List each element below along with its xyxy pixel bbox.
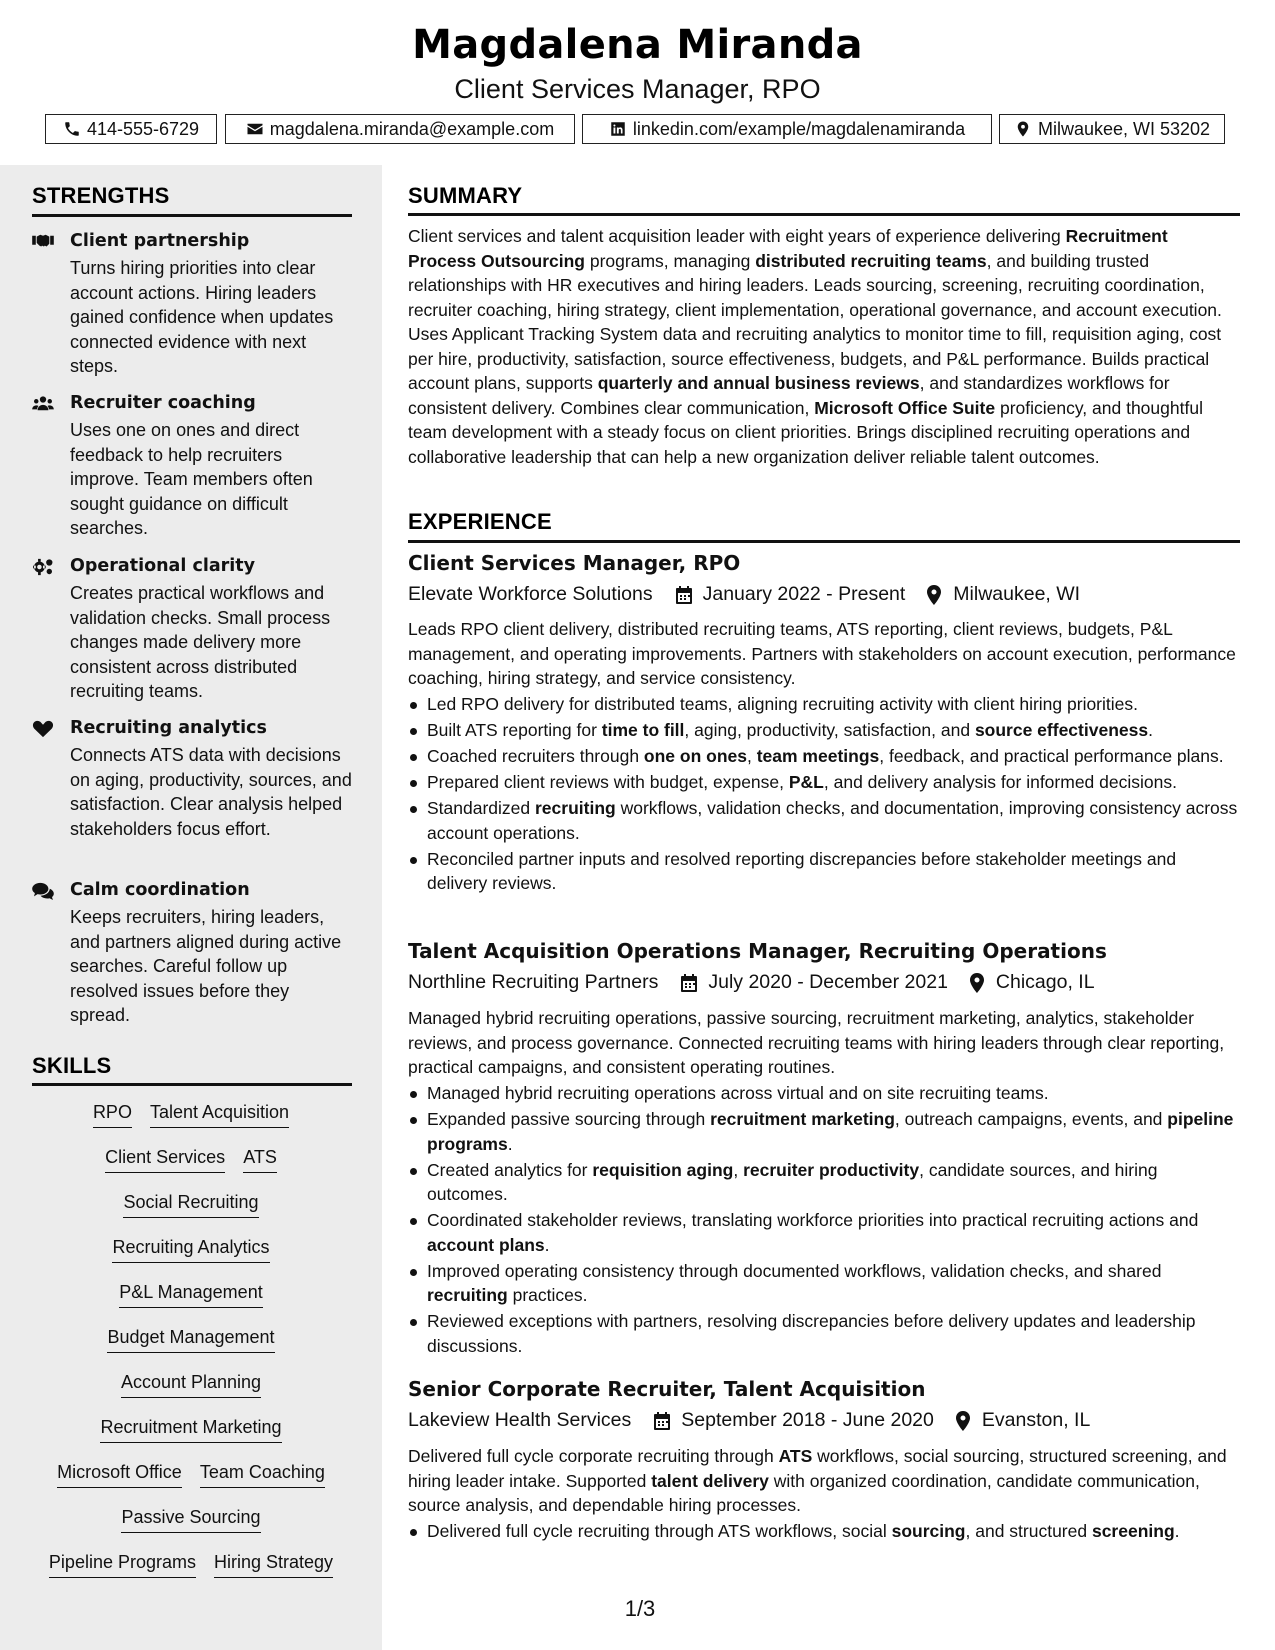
skill-tag: Hiring Strategy xyxy=(214,1552,333,1578)
strength-title: Operational clarity xyxy=(70,556,256,576)
job-title: Talent Acquisition Operations Manager, Recruiting Operations xyxy=(408,939,1107,963)
page-number: 1/3 xyxy=(624,1596,656,1621)
skill-tag: Team Coaching xyxy=(200,1462,325,1488)
linkedin-icon xyxy=(609,120,627,138)
skill-tag: Pipeline Programs xyxy=(49,1552,196,1578)
contact-location xyxy=(999,114,1225,144)
email-text: magdalena.miranda@example.com xyxy=(269,118,555,139)
skill-tag: Social Recruiting xyxy=(123,1192,258,1218)
skill-tag: Recruitment Marketing xyxy=(100,1417,281,1443)
skill-tag: Client Services xyxy=(105,1147,225,1173)
bullet-item: Improved operating consistency through documented workflows, validation checks, and shared recruiting practices. xyxy=(408,1259,1240,1308)
strength-title: Recruiting analytics xyxy=(70,718,267,738)
strength-title: Calm coordination xyxy=(70,880,250,900)
comments-icon xyxy=(32,882,56,902)
job-location: Chicago, IL xyxy=(995,971,1095,993)
job-dates: January 2022 - Present xyxy=(702,583,906,605)
skill-tag: ATS xyxy=(243,1147,277,1173)
bullet-item: Managed hybrid recruiting operations across virtual and on site recruiting teams. xyxy=(408,1081,1240,1106)
experience-heading: EXPERIENCE xyxy=(408,509,552,534)
strength-desc: Connects ATS data with decisions on aging, productivity, sources, and satisfaction. Clear analysis helped stakeholders focus effort. xyxy=(70,745,352,839)
skill-row xyxy=(30,1282,352,1308)
strength-title: Client partnership xyxy=(70,231,250,251)
summary-rule xyxy=(408,213,1240,216)
skill-tag: Budget Management xyxy=(107,1327,274,1353)
job-meta xyxy=(408,583,1080,606)
bullet-item: Delivered full cycle recruiting through ATS workflows, social sourcing, and structured screening. xyxy=(408,1519,1240,1544)
skill-tag: Talent Acquisition xyxy=(150,1102,289,1128)
calendar-icon xyxy=(680,973,698,993)
contact-phone[interactable] xyxy=(45,114,217,144)
job-company: Lakeview Health Services xyxy=(408,1409,632,1431)
calendar-icon xyxy=(675,585,693,605)
strength-desc: Turns hiring priorities into clear account actions. Hiring leaders gained confidence when updates connected evidence with next steps. xyxy=(70,258,334,376)
envelope-icon xyxy=(246,120,264,138)
skill-tag: Microsoft Office xyxy=(57,1462,182,1488)
bullet-item: Built ATS reporting for time to fill, aging, productivity, satisfaction, and source effectiveness. xyxy=(408,718,1240,743)
skill-row xyxy=(30,1192,352,1218)
skill-tag: Account Planning xyxy=(121,1372,261,1398)
location-text: Milwaukee, WI 53202 xyxy=(1037,118,1211,139)
summary-heading: SUMMARY xyxy=(408,183,523,208)
handshake-icon xyxy=(32,233,56,253)
bullet-item: Reconciled partner inputs and resolved reporting discrepancies before stakeholder meetings and delivery reviews. xyxy=(408,847,1240,896)
bullet-item: Standardized recruiting workflows, validation checks, and documentation, improving consistency across account operations. xyxy=(408,796,1240,845)
bullet-item: Led RPO delivery for distributed teams, aligning recruiting activity with client hiring priorities. xyxy=(408,692,1240,717)
skills-heading: SKILLS xyxy=(32,1053,112,1078)
skill-tag: P&L Management xyxy=(119,1282,262,1308)
job-description: Managed hybrid recruiting operations, passive sourcing, recruitment marketing, analytics, stakeholder reviews, and process governance. Connected recruiting teams with hiring leaders through clear reporting, practical campaigns, and consistent operating routines. xyxy=(408,1008,1225,1077)
job-title: Senior Corporate Recruiter, Talent Acquisition xyxy=(408,1377,926,1401)
phone-icon xyxy=(63,120,81,138)
contact-email[interactable] xyxy=(225,114,575,144)
strength-desc: Creates practical workflows and validation checks. Small process changes made delivery more consistent across distributed recruiting teams. xyxy=(70,583,331,701)
strength-title: Recruiter coaching xyxy=(70,393,256,413)
strength-desc: Uses one on ones and direct feedback to help recruiters improve. Team members often sought guidance on difficult searches. xyxy=(70,420,313,538)
map-pin-icon xyxy=(925,585,943,605)
skill-row xyxy=(30,1147,352,1173)
job-location: Milwaukee, WI xyxy=(953,583,1081,605)
bullet-item: Expanded passive sourcing through recruitment marketing, outreach campaigns, events, and pipeline programs. xyxy=(408,1107,1240,1156)
phone-text: 414-555-6729 xyxy=(86,118,200,139)
skill-tag: Recruiting Analytics xyxy=(112,1237,269,1263)
job-dates: September 2018 - June 2020 xyxy=(681,1409,934,1431)
skill-row xyxy=(30,1552,352,1578)
resume-header xyxy=(0,0,1275,165)
skill-row xyxy=(30,1327,352,1353)
bullet-item: Coordinated stakeholder reviews, translating workforce priorities into practical recruiting actions and account plans. xyxy=(408,1208,1240,1257)
strength-desc: Keeps recruiters, hiring leaders, and partners aligned during active searches. Careful follow up resolved issues before they spread. xyxy=(70,907,342,1025)
skill-row xyxy=(30,1462,352,1488)
job-company: Northline Recruiting Partners xyxy=(408,971,659,993)
users-icon xyxy=(32,395,56,415)
bullet-item: Reviewed exceptions with partners, resolving discrepancies before delivery updates and leadership discussions. xyxy=(408,1309,1240,1358)
job-company: Elevate Workforce Solutions xyxy=(408,583,653,605)
skill-row xyxy=(30,1102,352,1128)
bullet-item: Prepared client reviews with budget, expense, P&L, and delivery analysis for informed decisions. xyxy=(408,770,1240,795)
bullet-item: Created analytics for requisition aging, recruiter productivity, candidate sources, and hiring outcomes. xyxy=(408,1158,1240,1207)
calendar-icon xyxy=(653,1411,671,1431)
skill-row xyxy=(30,1417,352,1443)
linkedin-text: linkedin.com/example/magdalenamiranda xyxy=(632,118,966,139)
experience-rule xyxy=(408,540,1240,543)
skill-row xyxy=(30,1237,352,1263)
job-bullets xyxy=(408,1081,1240,1360)
job-dates: July 2020 - December 2021 xyxy=(708,971,948,993)
map-pin-icon xyxy=(1014,120,1032,138)
gears-icon xyxy=(32,558,56,578)
skill-tag: Passive Sourcing xyxy=(121,1507,260,1533)
job-bullets xyxy=(408,1519,1240,1545)
job-bullets xyxy=(408,692,1240,897)
summary-text: Client services and talent acquisition leader with eight years of experience delivering Recruitment Process Outsourcing programs, managing distributed recruiting teams, and building trusted relationships with HR executives and hiring leaders. Leads sourcing, screening, recruiting coordination, recruiter coaching, hiring strategy, client implementation, operational governance, and account execution. Uses Applicant Tracking System data and recruiting analytics to monitor time to fill, requisition aging, cost per hire, productivity, satisfaction, source effectiveness, budgets, and P&L performance. Builds practical account plans, supports quarterly and annual business reviews, and standardizes workflows for consistent delivery. Combines clear communication, Microsoft Office Suite proficiency, and thoughtful team development with a steady focus on client priorities. Brings disciplined recruiting operations and collaborative leadership that can help a new organization deliver reliable talent outcomes. xyxy=(408,226,1222,467)
skill-tag: RPO xyxy=(93,1102,132,1128)
job-description: Delivered full cycle corporate recruiting through ATS workflows, social sourcing, structured screening, and hiring leader intake. Supported talent delivery with organized coordination, candidate communication, source analysis, and dependable hiring processes. xyxy=(408,1446,1227,1515)
candidate-title: Client Services Manager, RPO xyxy=(454,74,821,104)
job-description: Leads RPO client delivery, distributed recruiting teams, ATS reporting, client reviews, budgets, P&L management, and operating improvements. Partners with stakeholders on account execution, performance coaching, hiring strategy, and service consistency. xyxy=(408,619,1236,688)
bullet-item: Coached recruiters through one on ones, team meetings, feedback, and practical performance plans. xyxy=(408,744,1240,769)
contact-linkedin[interactable] xyxy=(582,114,992,144)
skills-rule xyxy=(32,1083,352,1086)
strengths-rule xyxy=(32,214,352,217)
heart-icon xyxy=(32,720,56,740)
skill-row xyxy=(30,1372,352,1398)
strengths-heading: STRENGTHS xyxy=(32,183,170,208)
candidate-name: Magdalena Miranda xyxy=(412,22,863,68)
map-pin-icon xyxy=(968,973,986,993)
skill-row xyxy=(30,1507,352,1533)
job-meta xyxy=(408,1409,1090,1432)
job-title: Client Services Manager, RPO xyxy=(408,551,741,575)
job-location: Evanston, IL xyxy=(981,1409,1091,1431)
map-pin-icon xyxy=(954,1411,972,1431)
job-meta xyxy=(408,971,1095,994)
